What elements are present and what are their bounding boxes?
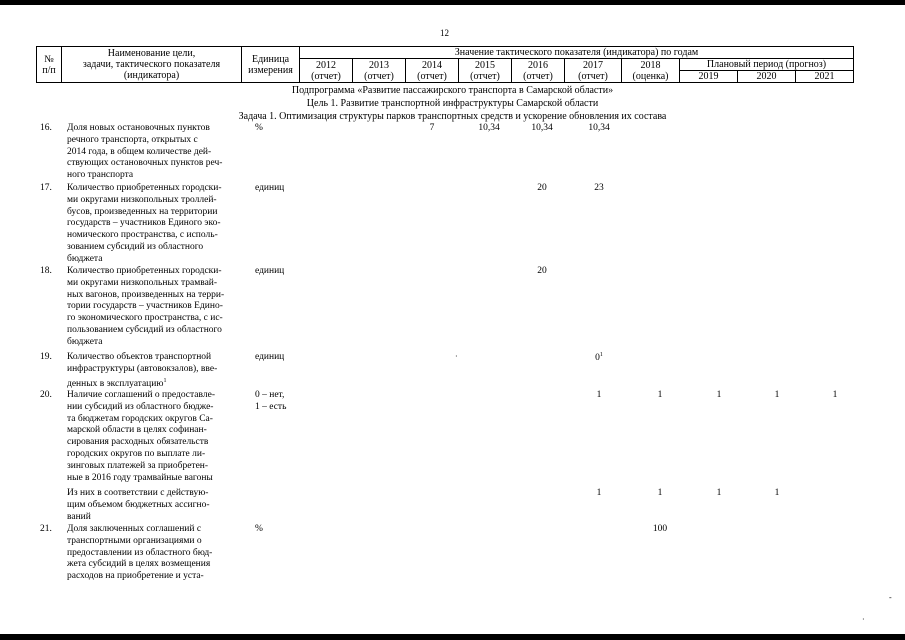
scan-dot: · <box>862 615 865 624</box>
row-18-name: Количество приобретенных городски- ми округами низкопольных трамвай- ных вагонов, произведенных на терри- тории государств – участников Едино- го экономического пространства, с ис- пользованием субсидий из областного бюджета <box>67 266 225 347</box>
row-19-number: 19. <box>40 352 52 362</box>
row-16-name: Доля новых остановочных пунктов речного транспорта, открытых с 2014 года, в общем количестве дей- ствующих остановочных пунктов реч- ного транспорта <box>67 123 223 181</box>
header-year-2019: 2019 <box>680 71 738 83</box>
row-19-footnote-mark: 1 <box>163 377 167 384</box>
row-20-value-2018: 1 <box>657 390 663 400</box>
row-20-unit: 0 – нет, 1 – есть <box>255 390 287 412</box>
row-21-name: Доля заключенных соглашений с транспортными организациями о предоставлении из областного бюд- жета субсидий в целях возмещения расходов на приобретение и уста- <box>67 524 213 582</box>
bottom-border-bar <box>0 634 905 640</box>
goal-title: Цель 1. Развитие транспортной инфраструктуры Самарской области <box>306 98 599 109</box>
header-year-2015: 2015 (отчет) <box>459 59 512 83</box>
subprogram-title: Подпрограмма «Развитие пассажирского транспорта в Самарской области» <box>291 85 614 96</box>
header-year-2017: 2017 (отчет) <box>565 59 622 83</box>
scan-dot: · <box>455 352 458 361</box>
row-16-value-2015: 10,34 <box>478 123 500 133</box>
header-year-2014: 2014 (отчет) <box>406 59 459 83</box>
header-year-2018: 2018 (оценка) <box>622 59 680 83</box>
header-year-2021: 2021 <box>796 71 854 83</box>
row-17-unit: единиц <box>255 183 285 193</box>
header-year-2013: 2013 (отчет) <box>353 59 406 83</box>
scan-dot: - <box>889 593 892 602</box>
row-20-sub-value-2017: 1 <box>596 488 602 498</box>
task-title: Задача 1. Оптимизация структуры парков транспортных средств и ускорение обновления их состава <box>238 111 667 122</box>
row-20-name: Наличие соглашений о предоставле- нии субсидий из областного бюдже- та бюджетам городских округов Са- марской области в целях софинан- сирования расходных обязательств городских округов по выплате ли- зинговых платежей за приобретен- ные в 2016 году трамвайные вагоны <box>67 390 215 483</box>
header-plan-period: Плановый период (прогноз) <box>680 59 854 71</box>
row-20-value-2017: 1 <box>596 390 602 400</box>
row-21-unit: % <box>255 524 263 534</box>
row-20-value-2019: 1 <box>716 390 722 400</box>
row-17-value-2016: 20 <box>537 183 547 193</box>
row-20-sub-name: Из них в соответствии с действую- щим объемом бюджетных ассигно- ваний <box>67 488 210 522</box>
header-unit: Единица измерения <box>242 47 300 83</box>
row-19-unit: единиц <box>255 352 285 362</box>
row-16-value-2016: 10,34 <box>531 123 553 133</box>
row-17-number: 17. <box>40 183 52 193</box>
header-num: № п/п <box>37 47 62 83</box>
header-year-2012: 2012 (отчет) <box>300 59 353 83</box>
row-21-number: 21. <box>40 524 52 534</box>
header-name: Наименование цели, задачи, тактического показателя (индикатора) <box>62 47 242 83</box>
row-19-value-2017: $0^1$ <box>595 352 603 364</box>
row-19-name: Количество объектов транспортной инфраструктуры (автовокзалов), вве- денных в эксплуатацию$^1$ <box>67 352 218 389</box>
row-20-sub-value-2020: 1 <box>774 488 780 498</box>
row-18-value-2016: 20 <box>537 266 547 276</box>
header-table <box>36 46 854 83</box>
top-border-bar <box>0 0 905 5</box>
row-20-number: 20. <box>40 390 52 400</box>
row-20-value-2020: 1 <box>774 390 780 400</box>
row-20-sub-value-2018: 1 <box>657 488 663 498</box>
row-20-sub-value-2019: 1 <box>716 488 722 498</box>
row-21-value-2018: 100 <box>652 524 668 534</box>
row-18-unit: единиц <box>255 266 285 276</box>
row-17-name: Количество приобретенных городски- ми округами низкопольных троллей- бусов, произведенных на территории государств – участников Единого эко- номического пространства, с исполь- зованием субсидий из областного бюджета <box>67 183 222 264</box>
page-number: 12 <box>440 28 449 38</box>
header-year-2020: 2020 <box>738 71 796 83</box>
header-values: Значение тактического показателя (индикатора) по годам <box>300 47 854 59</box>
row-16-unit: % <box>255 123 263 133</box>
header-year-2016: 2016 (отчет) <box>512 59 565 83</box>
row-18-number: 18. <box>40 266 52 276</box>
row-16-value-2014: 7 <box>429 123 435 133</box>
row-16-number: 16. <box>40 123 52 133</box>
row-20-value-2021: 1 <box>832 390 838 400</box>
row-16-value-2017: 10,34 <box>588 123 610 133</box>
row-17-value-2017: 23 <box>594 183 604 193</box>
